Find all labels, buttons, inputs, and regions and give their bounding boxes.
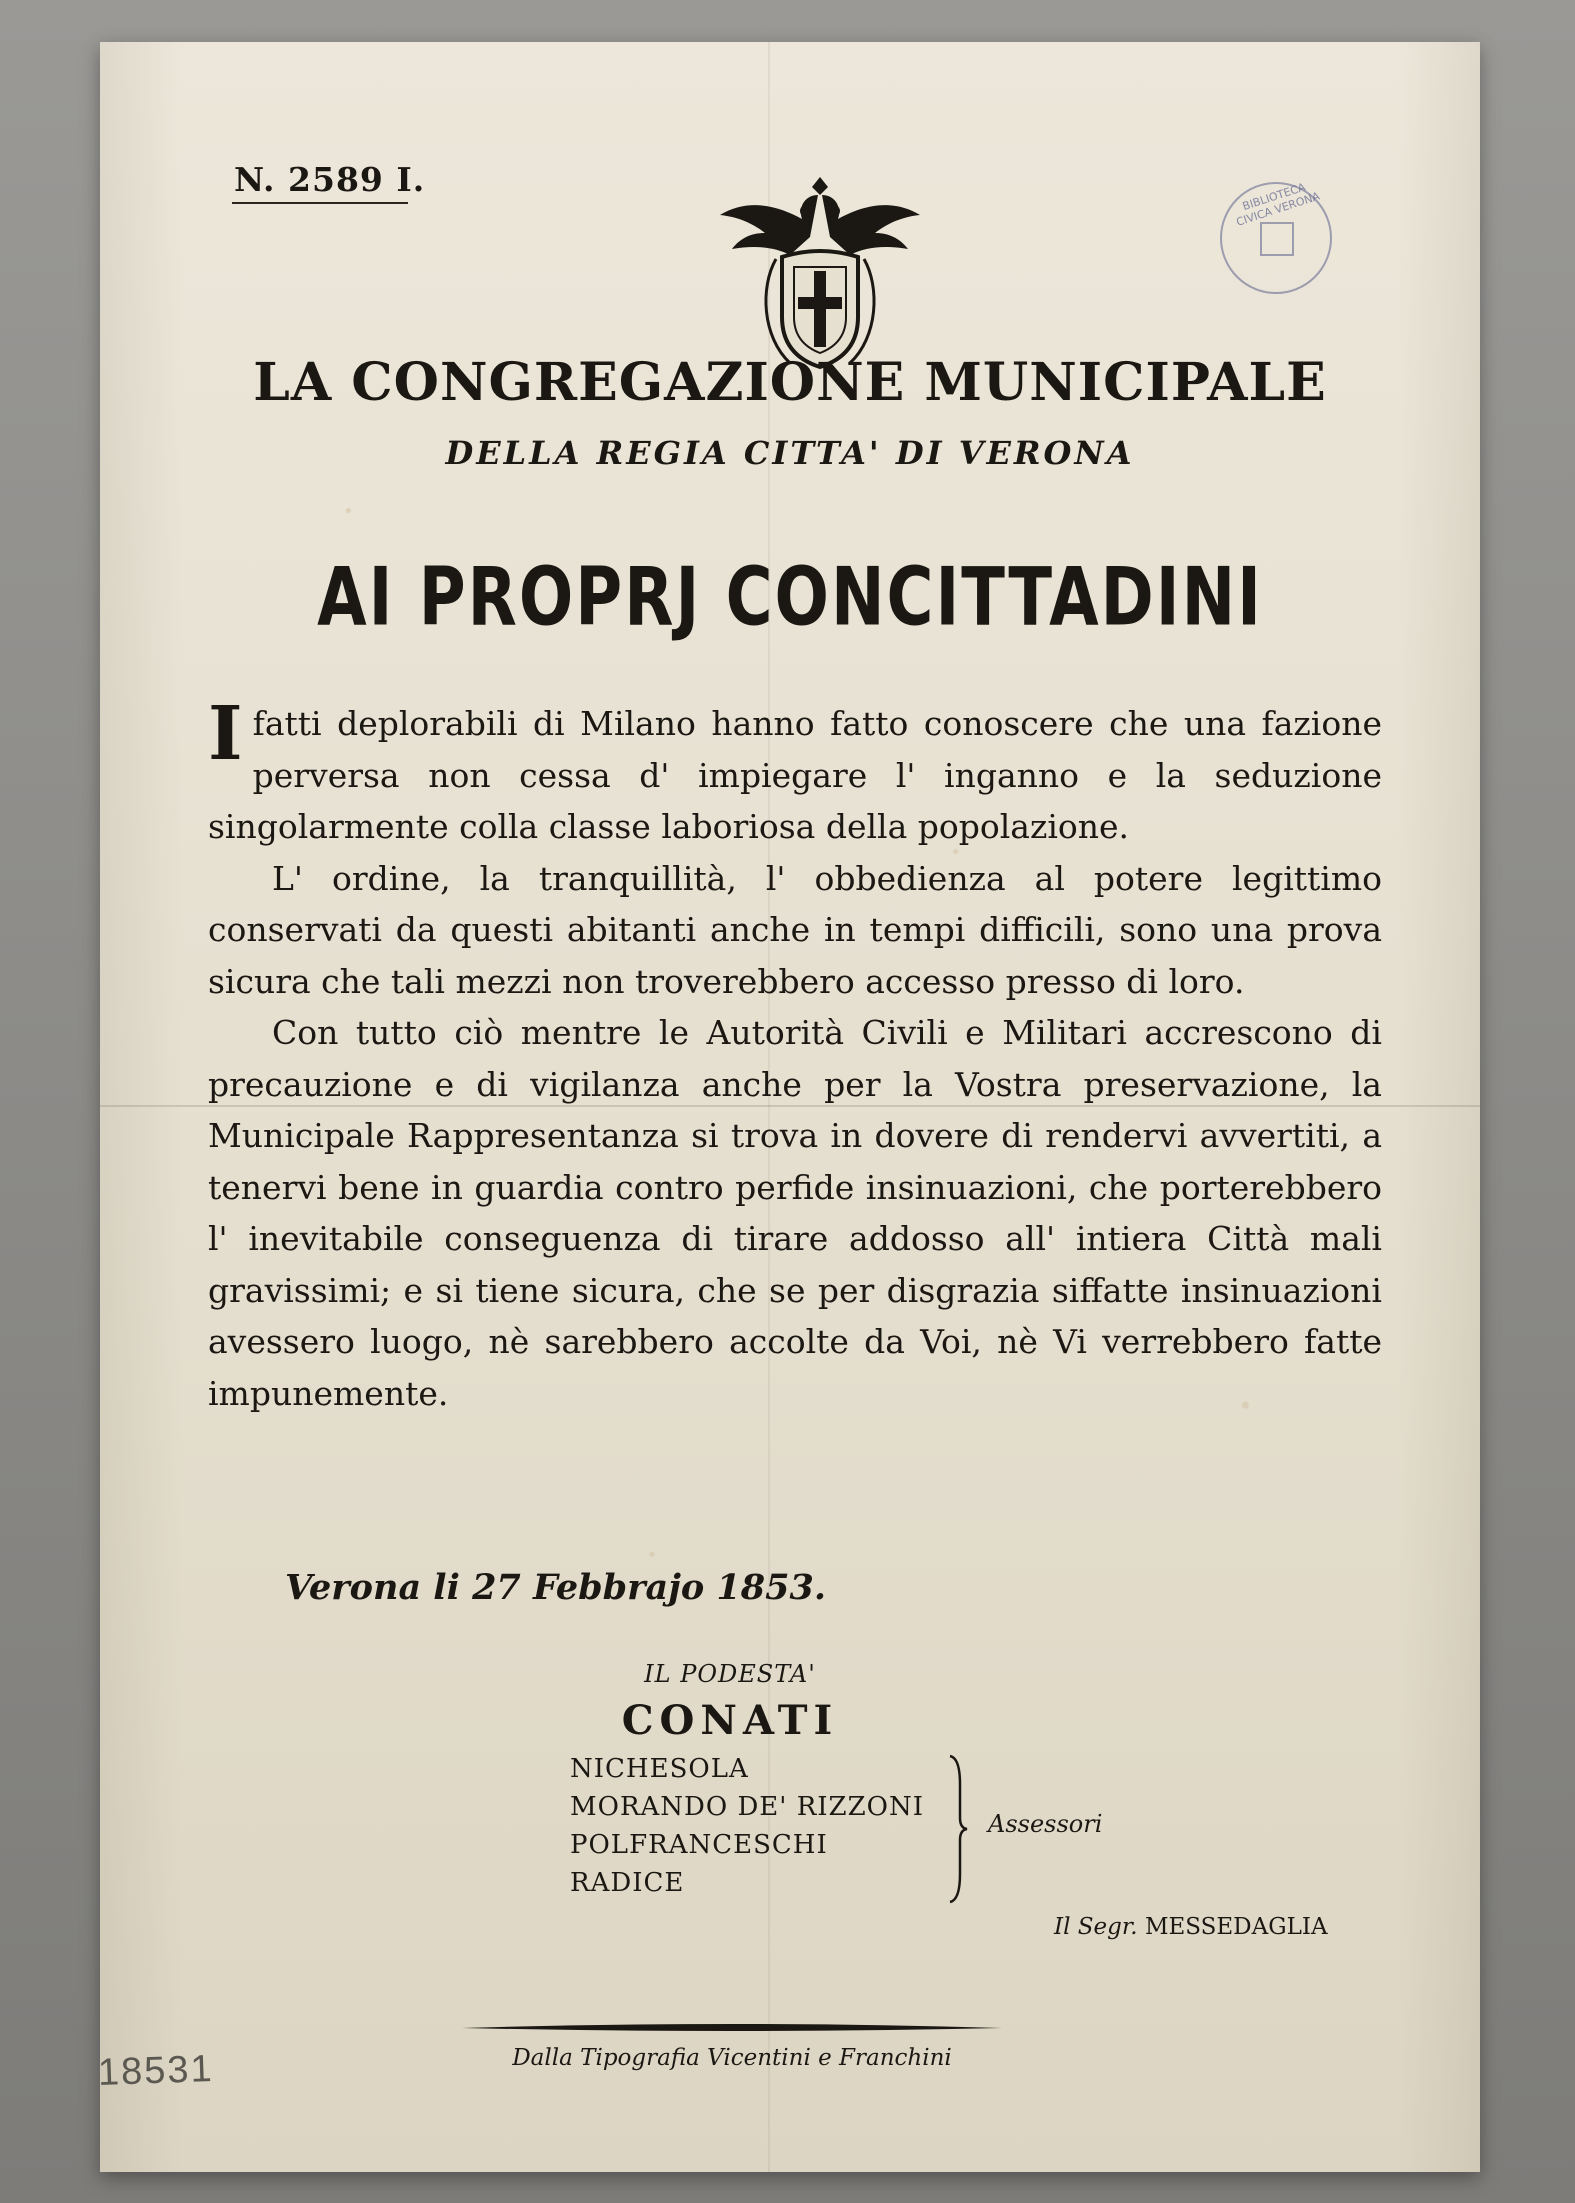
library-stamp-text: BIBLIOTECA CIVICA VERONA <box>1234 180 1322 229</box>
secretary-name: MESSEDAGLIA <box>1144 1914 1328 1940</box>
document-sheet <box>100 42 1480 2172</box>
paragraph-1 <box>208 691 1382 853</box>
paragraph-1-text: fatti deplorabili di Milano hanno fatto conoscere che una fazione perversa non cessa d' impiegare l' inganno e la seduzione singolarmente colla classe laboriosa della popolazione. <box>208 704 1382 846</box>
drop-cap: I <box>208 691 243 777</box>
assessor-name: RADICE <box>570 1868 685 1898</box>
library-stamp-emblem-icon <box>1260 222 1294 256</box>
pencil-annotation: 18531 <box>97 2047 215 2095</box>
printer-credit: Dalla Tipografia Vicentini e Franchini <box>512 2045 952 2071</box>
assessors-brace-icon <box>948 1754 968 1904</box>
date-line: Verona li 27 Febbrajo 1853. <box>285 1567 827 1608</box>
podesta-name: CONATI <box>621 1697 839 1744</box>
issuer-subtitle: DELLA REGIA CITTA' DI VERONA <box>445 434 1135 472</box>
secretary-line <box>1054 1914 1328 1940</box>
assessor-name: NICHESOLA <box>570 1754 749 1784</box>
library-stamp <box>1220 182 1332 294</box>
ornamental-rule <box>462 2022 1002 2034</box>
document-number-underline <box>232 202 408 204</box>
assessor-name: MORANDO DE' RIZZONI <box>570 1792 925 1822</box>
proclamation-body <box>208 691 1382 1419</box>
headline: AI PROPRJ CONCITTADINI <box>317 552 1263 645</box>
assessor-name: POLFRANCESCHI <box>570 1830 828 1860</box>
issuer-title: LA CONGREGAZIONE MUNICIPALE <box>253 352 1327 413</box>
double-headed-eagle-crest-icon <box>710 167 930 377</box>
paragraph-3: Con tutto ciò mentre le Autorità Civili e Militari accrescono di precauzione e di vigilanza anche per la Vostra preservazione, la Municipale Rappresentanza si trova in dovere di rendervi avvertiti, a tenervi bene in guardia contro perfide insinuazioni, che porterebbero l' inevitabile conseguenza di tirare addosso all' intiera Città mali gravissimi; e si tiene sicura, che se per disgrazia siffatte insinuazioni avessero luogo, nè sarebbero accolte da Voi, nè Vi verrebbero fatte impunemente. <box>208 1013 1382 1413</box>
secretary-prefix: Il Segr. <box>1054 1914 1138 1940</box>
podesta-label: IL PODESTA' <box>644 1660 816 1688</box>
assessors-label: Assessori <box>988 1810 1103 1838</box>
paragraph-2: L' ordine, la tranquillità, l' obbedienza al potere legittimo conservati da questi abitanti anche in tempi difficili, sono una prova sicura che tali mezzi non troverebbero accesso presso di loro. <box>208 858 1382 1001</box>
document-number: N. 2589 I. <box>234 160 426 199</box>
